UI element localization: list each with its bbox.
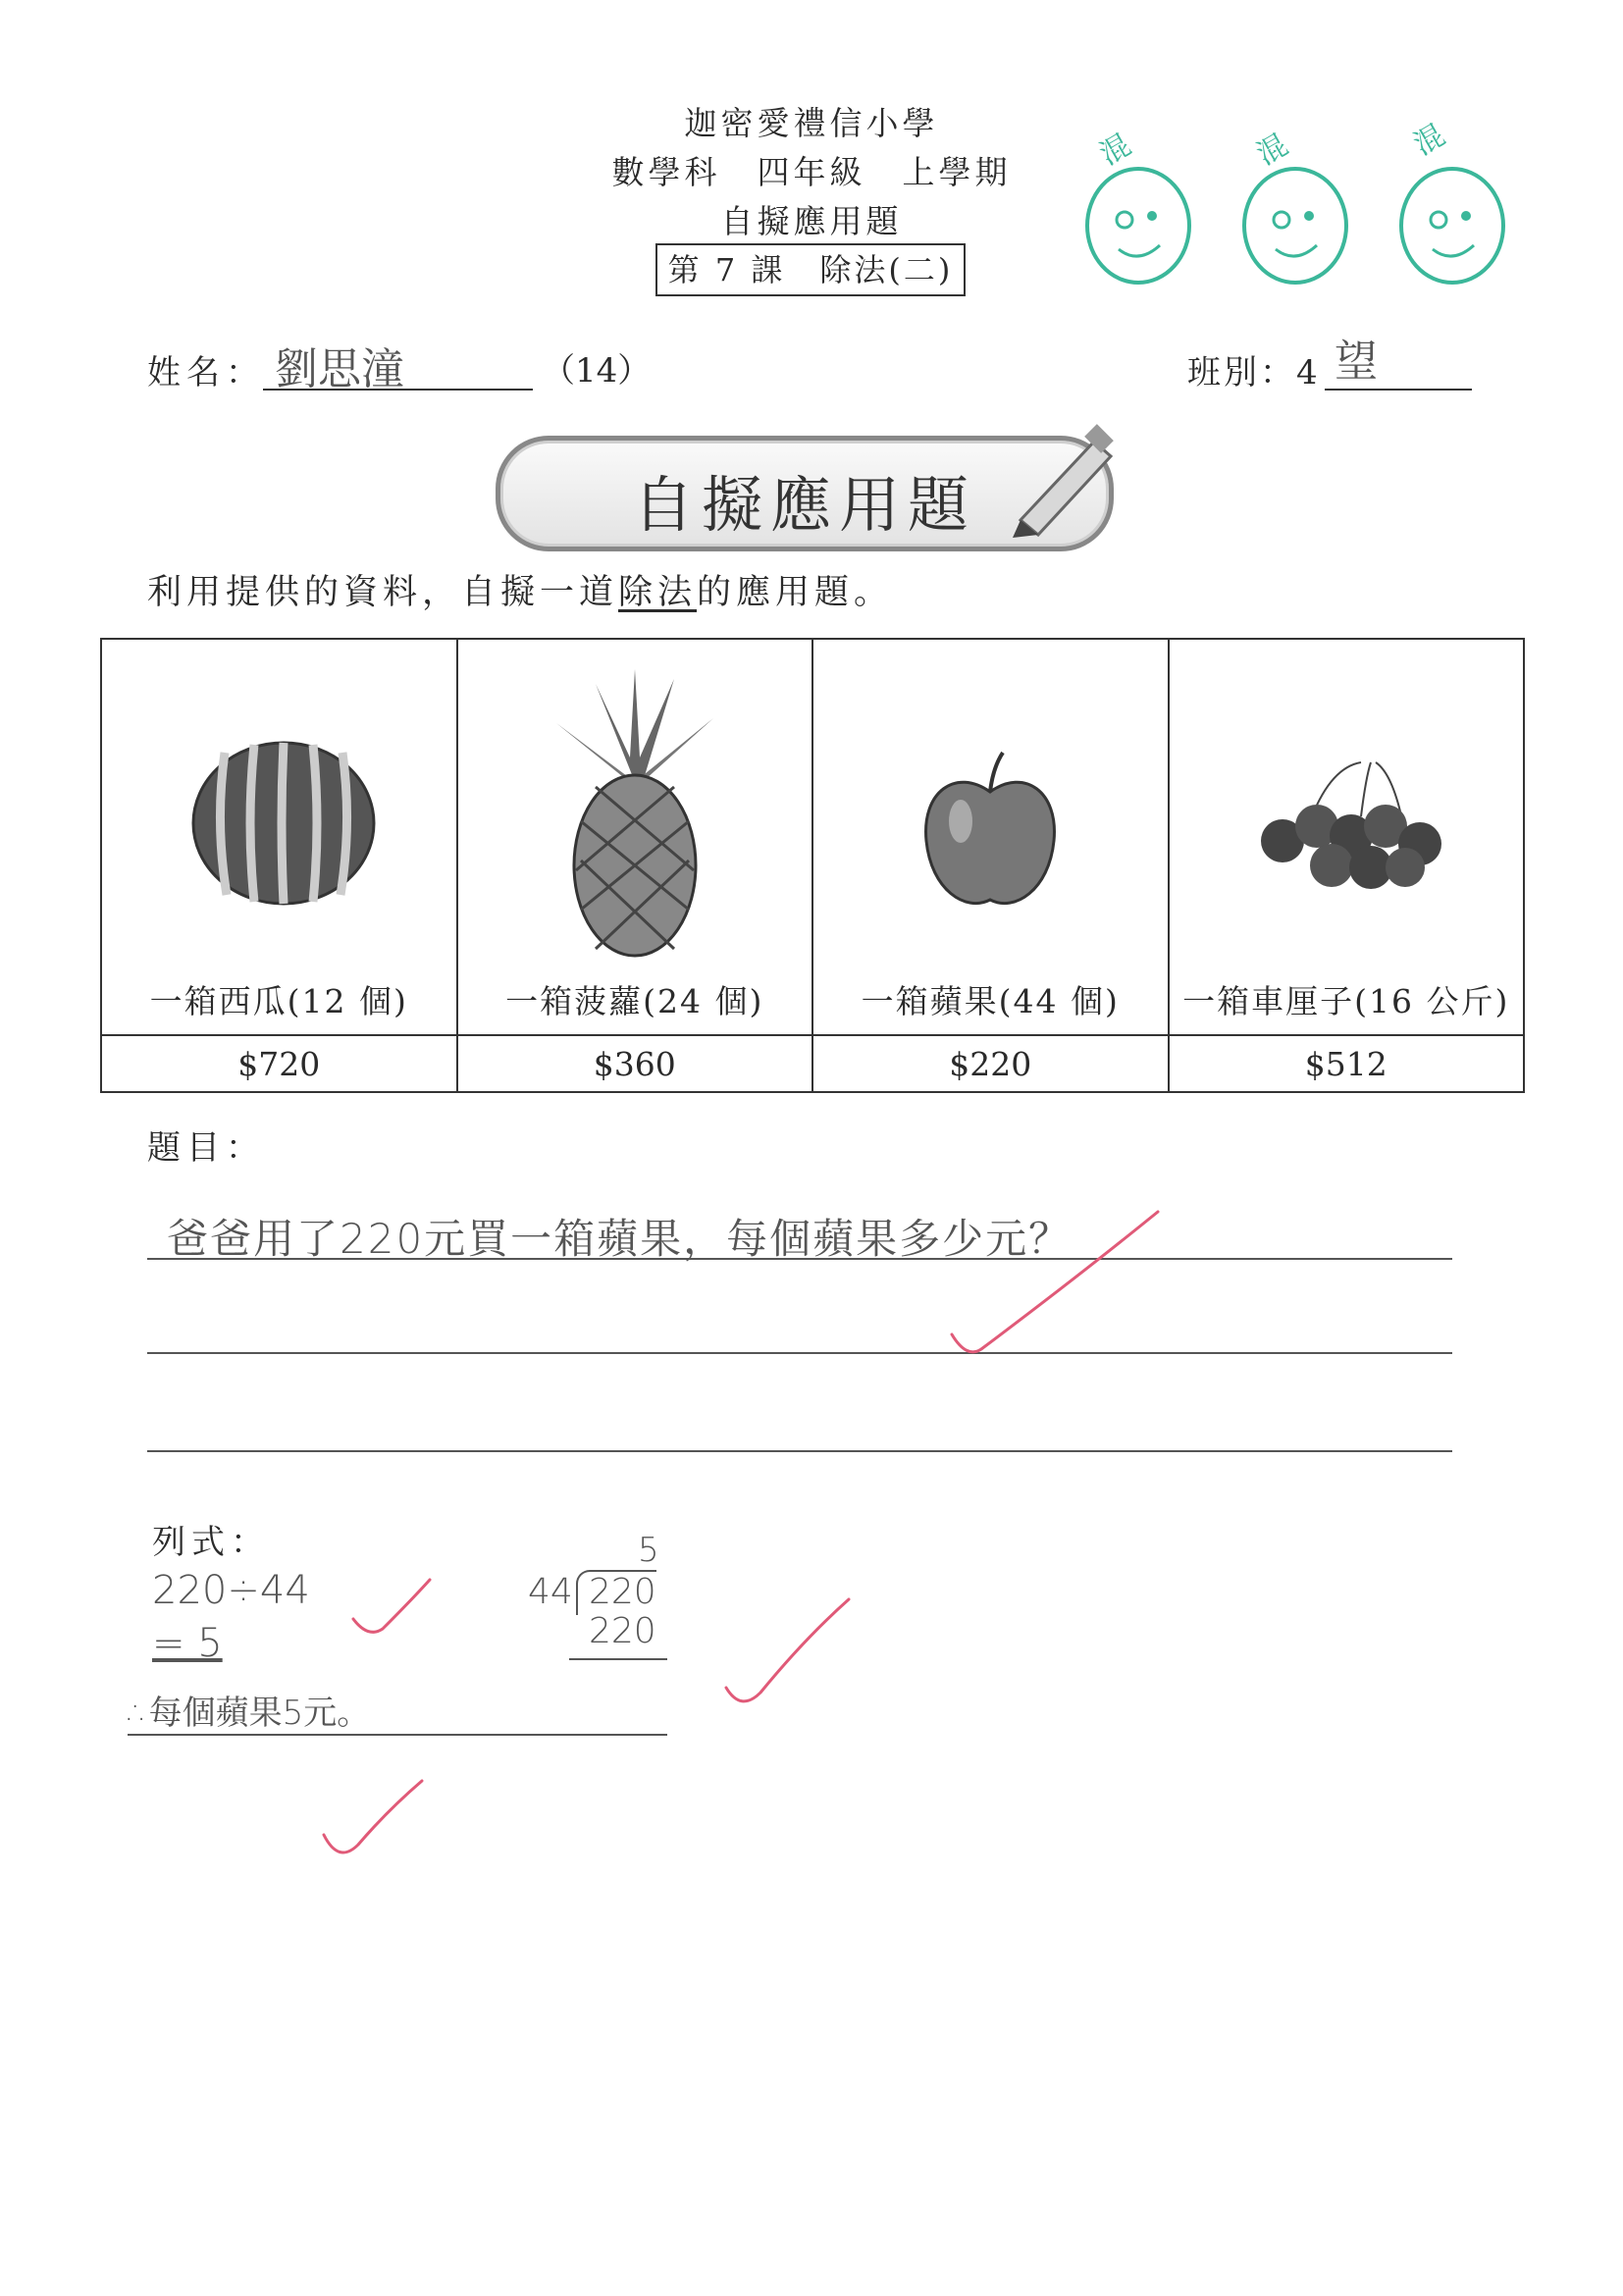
product-price: $220 xyxy=(812,1035,1169,1092)
check-mark-icon xyxy=(353,1580,430,1632)
subject-line: 數學科 四年級 上學期 xyxy=(611,153,1012,191)
product-cell xyxy=(457,639,813,1035)
division-divisor: 44 xyxy=(528,1572,573,1612)
product-caption: 一箱菠蘿(24 個) xyxy=(505,982,764,1020)
division-dividend: 220 xyxy=(589,1572,656,1612)
watermelon-icon xyxy=(185,733,382,910)
pencil-icon xyxy=(1001,412,1119,540)
product-price: $720 xyxy=(101,1035,457,1092)
division-line xyxy=(569,1658,667,1660)
answer-line xyxy=(147,1352,1452,1354)
answer-line xyxy=(147,1258,1452,1260)
stamp-icon xyxy=(1401,169,1503,283)
stamp-text: 混 xyxy=(1251,128,1294,173)
product-caption: 一箱蘋果(44 個) xyxy=(861,982,1120,1020)
class-value: 望 xyxy=(1335,337,1378,387)
worksheet-type: 自擬應用題 xyxy=(720,202,903,240)
division-product: 220 xyxy=(589,1611,656,1651)
pineapple-icon xyxy=(537,664,733,959)
question-answer[interactable]: 爸爸用了220元買一箱蘋果，每個蘋果多少元？ xyxy=(167,1215,1073,1263)
product-caption: 一箱車厘子(16 公斤) xyxy=(1182,982,1510,1020)
instruction xyxy=(147,565,893,614)
class-label: 班別：4 xyxy=(1187,353,1321,392)
class-number: （14） xyxy=(542,351,652,391)
product-price: $512 xyxy=(1169,1035,1525,1092)
question-label: 題目： xyxy=(147,1128,265,1168)
instruction-after: 的應用題。 xyxy=(697,573,894,612)
stamp-icon xyxy=(1087,169,1189,283)
class-field[interactable] xyxy=(1325,334,1472,391)
stamp-text: 混 xyxy=(1408,118,1451,163)
division-quotient: 5 xyxy=(638,1531,659,1570)
product-caption: 一箱西瓜(12 個) xyxy=(149,982,408,1020)
product-table xyxy=(100,638,1525,1093)
working-expression: 220÷44 xyxy=(152,1568,310,1613)
stamp-icon xyxy=(1244,169,1346,283)
instruction-keyword: 除法 xyxy=(618,573,698,612)
product-cell xyxy=(101,639,457,1035)
cherries-icon xyxy=(1243,757,1459,895)
lesson-title: 第 7 課 除法(二) xyxy=(655,243,966,296)
student-name: 劉思潼 xyxy=(275,344,404,394)
answer-line xyxy=(147,1450,1452,1452)
working-conclusion: ∴每個蘋果5元。 xyxy=(128,1686,667,1736)
stamp-text: 混 xyxy=(1094,128,1137,173)
apple-icon xyxy=(916,748,1064,914)
instruction-before: 利用提供的資料，自擬一道 xyxy=(147,573,619,612)
product-cell xyxy=(1169,639,1525,1035)
school-name: 迦密愛禮信小學 xyxy=(684,104,939,142)
working-label: 列式： xyxy=(152,1523,270,1562)
banner-title: 自擬應用題 xyxy=(632,469,976,541)
product-cell xyxy=(812,639,1169,1035)
check-mark-icon xyxy=(726,1599,849,1701)
check-mark-icon xyxy=(324,1781,422,1852)
product-price: $360 xyxy=(457,1035,813,1092)
name-field[interactable] xyxy=(263,334,533,394)
name-label: 姓名： xyxy=(147,353,265,392)
working-result: = 5 xyxy=(152,1621,223,1666)
